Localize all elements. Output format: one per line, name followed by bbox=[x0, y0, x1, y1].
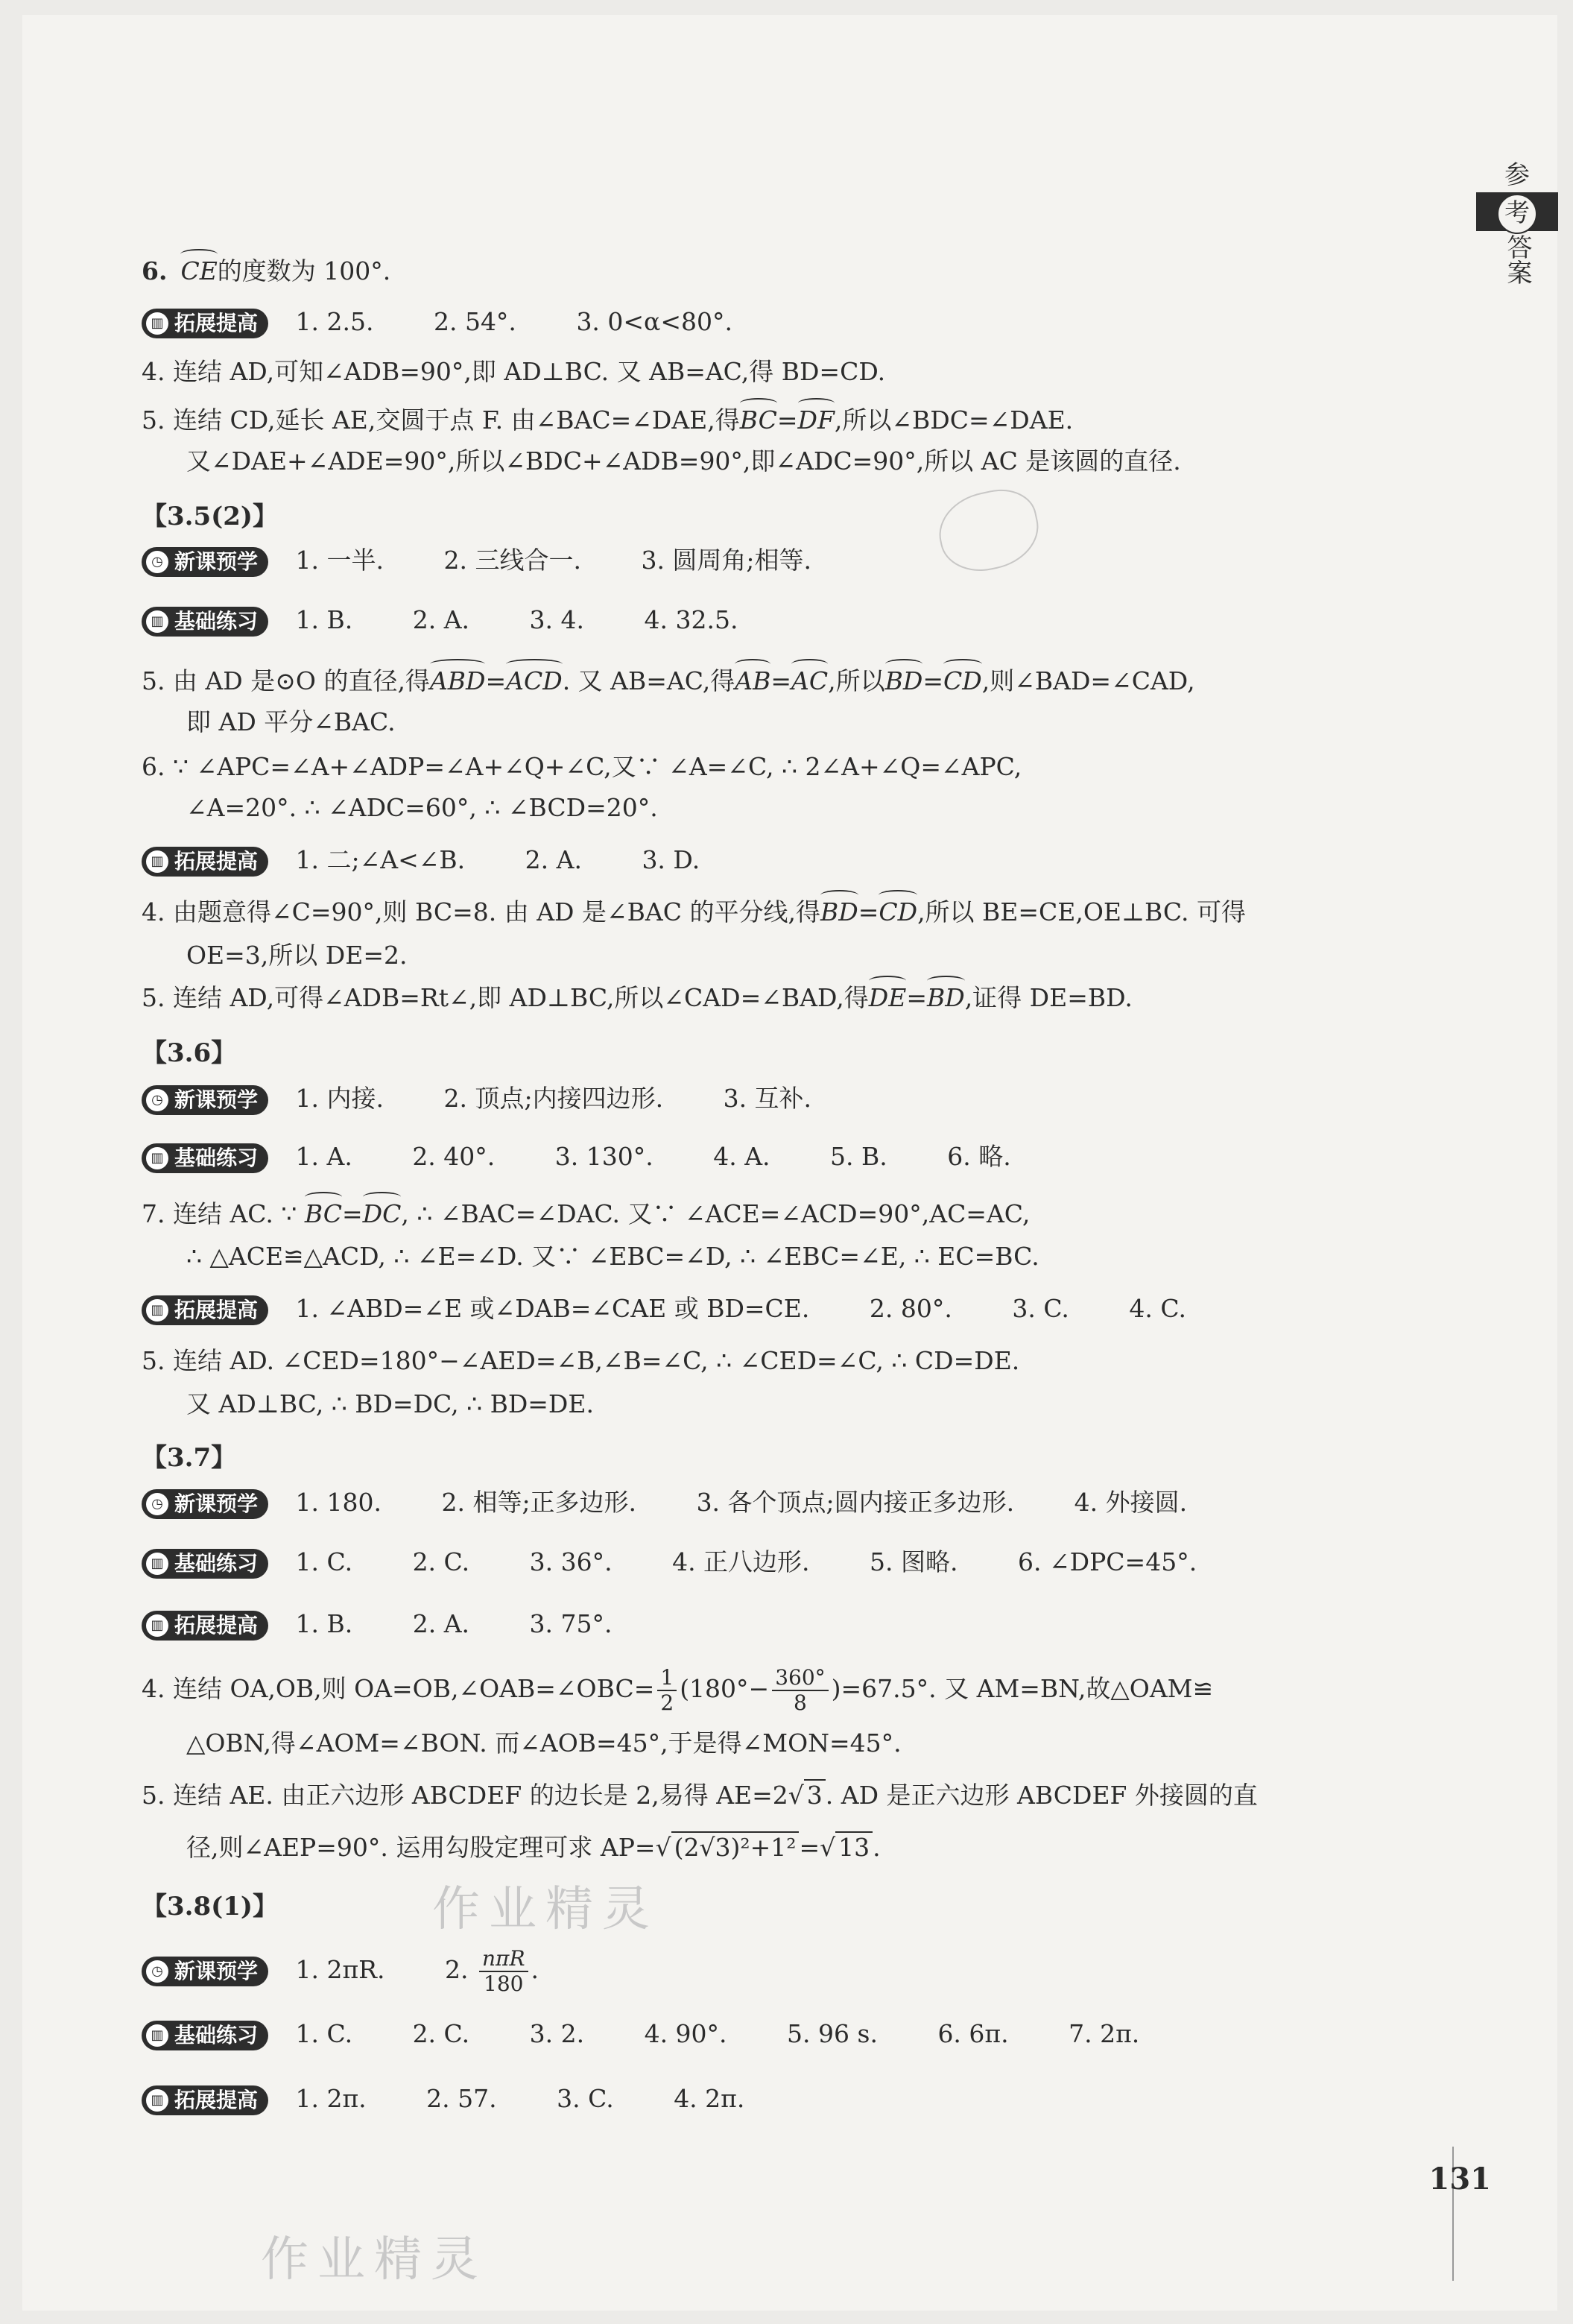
answer-text: 6. ∠DPC=45°. bbox=[1018, 1547, 1197, 1576]
badge-label: 基础练习 bbox=[174, 2023, 259, 2047]
book-icon: ▥ bbox=[146, 1147, 168, 1169]
extend-row bbox=[142, 2081, 744, 2117]
answer-text: 3. 75°. bbox=[529, 1609, 613, 1638]
answer-text: 4. 正八边形. bbox=[672, 1547, 810, 1576]
answer-text: 3. 36°. bbox=[529, 1547, 613, 1576]
answer-text: ,所以 BE=CE,OE⊥BC. 可得 bbox=[917, 897, 1246, 926]
preview-row bbox=[142, 1485, 1187, 1521]
answer-text: 7. 连结 AC. ∵ bbox=[142, 1199, 297, 1228]
answer-text: 3. D. bbox=[642, 845, 700, 874]
extend-badge bbox=[142, 1611, 268, 1641]
answer-text: 2. A. bbox=[412, 605, 470, 634]
side-tab bbox=[1491, 157, 1543, 285]
section-header: 【3.8(1)】 bbox=[142, 1892, 278, 1922]
answer-text: 1. ∠ABD=∠E 或∠DAB=∠CAE 或 BD=CE. bbox=[295, 1294, 810, 1323]
answer-text: 1. 180. bbox=[295, 1488, 382, 1517]
answer-text: 2. 顶点;内接四边形. bbox=[443, 1084, 664, 1113]
answer-text: 5. 连结 AD,可得∠ADB=Rt∠,即 AD⊥BC,所以∠CAD=∠BAD,得 bbox=[142, 983, 869, 1012]
answer-text: 3. 4. bbox=[529, 605, 584, 634]
answer-text: 4. 由题意得∠C=90°,则 BC=8. 由 AD 是∠BAC 的平分线,得 bbox=[142, 897, 820, 926]
answer-text: 4. 32.5. bbox=[644, 605, 738, 634]
fraction bbox=[657, 1666, 677, 1715]
answer-line bbox=[142, 402, 1073, 438]
book-icon: ▥ bbox=[146, 850, 168, 873]
badge-label: 拓展提高 bbox=[174, 849, 259, 874]
answer-text: 1. 2πR. bbox=[295, 1955, 385, 1984]
answer-line bbox=[142, 253, 390, 289]
answer-text: 5. B. bbox=[830, 1142, 887, 1171]
equals: = bbox=[906, 983, 927, 1012]
extend-badge bbox=[142, 1295, 268, 1325]
book-icon: ▥ bbox=[146, 1299, 168, 1322]
answer-text: . bbox=[873, 1833, 881, 1862]
preview-row bbox=[142, 543, 811, 578]
clock-icon: ◷ bbox=[146, 1960, 168, 1983]
equals: = bbox=[776, 405, 798, 435]
fraction bbox=[772, 1666, 828, 1715]
arc-label: BC bbox=[305, 1196, 342, 1232]
answer-text: 1. C. bbox=[295, 1547, 353, 1576]
section-header: 【3.6】 bbox=[142, 1038, 237, 1068]
answer-line bbox=[142, 980, 1133, 1016]
book-icon: ▥ bbox=[146, 1614, 168, 1637]
extend-badge bbox=[142, 2085, 268, 2115]
answer-line: OE=3,所以 DE=2. bbox=[186, 941, 408, 970]
clock-icon: ◷ bbox=[146, 1089, 168, 1111]
answer-line: ∴ △ACE≌△ACD, ∴ ∠E=∠D. 又∵ ∠EBC=∠D, ∴ ∠EBC=∠E, ∴ EC=BC. bbox=[186, 1242, 1039, 1271]
answer-text: 2. A. bbox=[525, 845, 582, 874]
answer-text: 4. 外接圆. bbox=[1074, 1488, 1188, 1517]
answer-text: 5. 由 AD 是⊙O 的直径,得 bbox=[142, 666, 430, 695]
answer-text: 2. 40°. bbox=[412, 1142, 496, 1171]
extend-row bbox=[142, 842, 700, 878]
extend-row bbox=[142, 304, 732, 340]
answer-line: 4. 连结 AD,可知∠ADB=90°,即 AD⊥BC. 又 AB=AC,得 BD=CD. bbox=[142, 357, 886, 386]
answer-text: 1. 一半. bbox=[295, 546, 384, 575]
preview-badge bbox=[142, 547, 268, 577]
answer-line: ∠A=20°. ∴ ∠ADC=60°, ∴ ∠BCD=20°. bbox=[186, 793, 658, 822]
answer-text: 1. B. bbox=[295, 1609, 353, 1638]
preview-row bbox=[142, 1947, 539, 1996]
answer-text: 1. 2.5. bbox=[295, 307, 374, 336]
basic-row bbox=[142, 2016, 1139, 2052]
answer-line: 径,则∠AEP=90°. 运用勾股定理可求 AP=√ (2√3)²+1² =√ 13 . bbox=[186, 1833, 881, 1862]
basic-row bbox=[142, 1139, 1011, 1175]
answer-text: ,所以∠BDC=∠DAE. bbox=[834, 405, 1074, 435]
extend-badge bbox=[142, 847, 268, 877]
denominator: 8 bbox=[794, 1690, 807, 1715]
denominator: 180 bbox=[484, 1971, 524, 1996]
basic-badge bbox=[142, 1549, 268, 1579]
badge-label: 新课预学 bbox=[174, 549, 259, 574]
equals: = bbox=[341, 1199, 363, 1228]
arc-label: AC bbox=[791, 663, 828, 699]
answer-text: 3. 2. bbox=[529, 2019, 585, 2048]
answer-text: 3. 0<α<80°. bbox=[576, 307, 732, 336]
answer-text: 2. bbox=[445, 1955, 469, 1984]
answer-line: 5. 连结 AD. ∠CED=180°−∠AED=∠B,∠B=∠C, ∴ ∠CED=∠C, ∴ CD=DE. bbox=[142, 1346, 1020, 1375]
arc-label: CD bbox=[943, 663, 982, 699]
arc-label: ABD bbox=[430, 663, 486, 699]
answer-text: 1. B. bbox=[295, 605, 353, 634]
answer-text: 5. 连结 AE. 由正六边形 ABCDEF 的边长是 2,易得 AE=2 bbox=[142, 1781, 788, 1810]
answer-text: , ∴ ∠BAC=∠DAC. 又∵ ∠ACE=∠ACD=90°,AC=AC, bbox=[401, 1199, 1031, 1228]
badge-label: 拓展提高 bbox=[174, 1298, 259, 1322]
answer-text: 4. 90°. bbox=[644, 2019, 727, 2048]
answer-text: 的度数为 100°. bbox=[217, 256, 391, 285]
answer-line: 6. ∵ ∠APC=∠A+∠ADP=∠A+∠Q+∠C,又∵ ∠A=∠C, ∴ 2∠A+∠Q=∠APC, bbox=[142, 752, 1022, 781]
fraction bbox=[479, 1947, 528, 1996]
equals: = bbox=[922, 666, 944, 695]
numerator: nπR bbox=[479, 1947, 528, 1972]
answer-text: 3. 各个顶点;圆内接正多边形. bbox=[696, 1488, 1015, 1517]
book-icon: ▥ bbox=[146, 2089, 168, 2112]
equals: = bbox=[485, 666, 507, 695]
watermark: 作业精灵 bbox=[432, 1882, 659, 1937]
clock-icon: ◷ bbox=[146, 1493, 168, 1515]
answer-text: 4. A. bbox=[713, 1142, 770, 1171]
arc-label: BD bbox=[927, 980, 965, 1016]
answer-line: 又∠DAE+∠ADE=90°,所以∠BDC+∠ADB=90°,即∠ADC=90°,所以 AC 是该圆的直径. bbox=[186, 446, 1181, 476]
answer-text: 4. 连结 OA,OB,则 OA=OB,∠OAB=∠OBC= bbox=[142, 1674, 655, 1703]
answer-text: ,证得 DE=BD. bbox=[964, 983, 1133, 1012]
clock-icon: ◷ bbox=[146, 551, 168, 573]
badge-label: 新课预学 bbox=[174, 1087, 259, 1112]
numerator: 360° bbox=[772, 1666, 828, 1691]
numerator: 1 bbox=[657, 1666, 677, 1691]
denominator: 2 bbox=[660, 1690, 674, 1715]
basic-badge bbox=[142, 1143, 268, 1173]
badge-label: 新课预学 bbox=[174, 1959, 259, 1983]
answer-text: 1. 二;∠A<∠B. bbox=[295, 845, 466, 874]
answer-text: 径,则∠AEP=90°. 运用勾股定理可求 AP= bbox=[186, 1833, 656, 1862]
answer-text: 6. 6π. bbox=[937, 2019, 1009, 2048]
answer-line bbox=[142, 1196, 1030, 1232]
answer-text: 3. C. bbox=[1012, 1294, 1069, 1323]
book-icon: ▥ bbox=[146, 2024, 168, 2047]
item-number: 6. bbox=[142, 256, 168, 285]
answer-text: 1. 2π. bbox=[295, 2084, 367, 2113]
answer-line bbox=[142, 663, 1195, 699]
section-header: 【3.5(2)】 bbox=[142, 502, 278, 531]
basic-badge bbox=[142, 607, 268, 637]
badge-label: 拓展提高 bbox=[174, 2088, 259, 2112]
answer-text: 2. 57. bbox=[426, 2084, 497, 2113]
page-number: 131 bbox=[1428, 2162, 1491, 2197]
answer-line: 5. 连结 AE. 由正六边形 ABCDEF 的边长是 2,易得 AE=2√ 3 . AD 是正六边形 ABCDEF 外接圆的直 bbox=[142, 1781, 1258, 1810]
arc-label: AB bbox=[735, 663, 770, 699]
answer-text: ,则∠BAD=∠CAD, bbox=[981, 666, 1195, 695]
book-icon: ▥ bbox=[146, 610, 168, 633]
extend-row bbox=[142, 1606, 613, 1642]
sqrt-radicand: 13 bbox=[835, 1831, 873, 1862]
side-tab-mid: 考 bbox=[1497, 194, 1537, 234]
answer-line: 又 AD⊥BC, ∴ BD=DC, ∴ BD=DE. bbox=[186, 1389, 594, 1418]
arc-label: ACD bbox=[506, 663, 563, 699]
sqrt-radicand: 3 bbox=[804, 1779, 826, 1810]
badge-label: 拓展提高 bbox=[174, 311, 259, 335]
answer-text: . bbox=[531, 1955, 539, 1984]
arc-label: CE bbox=[180, 253, 217, 289]
answer-text: 2. 80°. bbox=[869, 1294, 952, 1323]
answer-text: 7. 2π. bbox=[1069, 2019, 1140, 2048]
answer-text: 2. C. bbox=[412, 2019, 470, 2048]
answer-text: 3. 互补. bbox=[723, 1084, 812, 1113]
answer-text: 4. 2π. bbox=[674, 2084, 745, 2113]
book-icon: ▥ bbox=[146, 1553, 168, 1575]
arc-label: DF bbox=[798, 402, 835, 438]
answer-text: 5. 连结 CD,延长 AE,交圆于点 F. 由∠BAC=∠DAE,得 bbox=[142, 405, 740, 435]
answer-line bbox=[142, 1666, 1213, 1715]
watermark: 作业精灵 bbox=[261, 2232, 487, 2287]
answer-text: )=67.5°. 又 AM=BN,故△OAM≌ bbox=[831, 1674, 1214, 1703]
badge-label: 基础练习 bbox=[174, 1551, 259, 1576]
answer-line: 即 AD 平分∠BAC. bbox=[186, 707, 396, 736]
answer-text: . 又 AB=AC,得 bbox=[562, 666, 735, 695]
answer-text: 5. 图略. bbox=[870, 1547, 958, 1576]
answer-text: 6. 略. bbox=[947, 1142, 1011, 1171]
preview-badge bbox=[142, 1085, 268, 1115]
answer-text: 4. C. bbox=[1129, 1294, 1186, 1323]
arc-label: BC bbox=[740, 402, 777, 438]
side-tab-bottom: 答案 bbox=[1502, 234, 1532, 285]
answer-text: ,所以 bbox=[828, 666, 885, 695]
answer-text: 1. A. bbox=[295, 1142, 352, 1171]
answer-text: 5. 96 s. bbox=[787, 2019, 878, 2048]
answer-text: 2. 相等;正多边形. bbox=[441, 1488, 637, 1517]
answer-text: (180°− bbox=[680, 1674, 770, 1703]
preview-badge bbox=[142, 1957, 268, 1986]
arc-label: BD bbox=[820, 894, 858, 930]
badge-label: 新课预学 bbox=[174, 1491, 259, 1516]
extend-badge bbox=[142, 309, 268, 338]
section-header: 【3.7】 bbox=[142, 1443, 237, 1473]
answer-text: 2. A. bbox=[412, 1609, 470, 1638]
extend-row bbox=[142, 1291, 1186, 1327]
sqrt-radicand: (2√3)²+1² bbox=[671, 1831, 800, 1862]
answer-text: 1. 内接. bbox=[295, 1084, 384, 1113]
answer-line bbox=[142, 894, 1246, 930]
basic-row bbox=[142, 602, 738, 638]
badge-label: 拓展提高 bbox=[174, 1613, 259, 1638]
answer-text: 2. 54°. bbox=[433, 307, 516, 336]
book-icon: ▥ bbox=[146, 312, 168, 335]
answer-text: 2. C. bbox=[412, 1547, 470, 1576]
answer-text: 2. 三线合一. bbox=[443, 546, 581, 575]
equals: = bbox=[858, 897, 879, 926]
answer-text: 3. 130°. bbox=[554, 1142, 653, 1171]
preview-row bbox=[142, 1081, 811, 1117]
arc-label: DC bbox=[363, 1196, 402, 1232]
arc-label: DE bbox=[869, 980, 907, 1016]
badge-label: 基础练习 bbox=[174, 1146, 259, 1170]
arc-label: CD bbox=[879, 894, 917, 930]
equals: = bbox=[770, 666, 792, 695]
arc-label: BD bbox=[885, 663, 923, 699]
equals: = bbox=[799, 1833, 820, 1862]
answer-line: △OBN,得∠AOM=∠BON. 而∠AOB=45°,于是得∠MON=45°. bbox=[186, 1728, 902, 1758]
answer-text: 3. 圆周角;相等. bbox=[641, 546, 812, 575]
preview-badge bbox=[142, 1489, 268, 1519]
answer-text: 3. C. bbox=[557, 2084, 614, 2113]
side-tab-top: 参 bbox=[1504, 160, 1530, 190]
answer-text: 1. C. bbox=[295, 2019, 353, 2048]
basic-badge bbox=[142, 2021, 268, 2050]
answer-text: . AD 是正六边形 ABCDEF 外接圆的直 bbox=[825, 1781, 1258, 1810]
basic-row bbox=[142, 1544, 1197, 1580]
badge-label: 基础练习 bbox=[174, 609, 259, 634]
